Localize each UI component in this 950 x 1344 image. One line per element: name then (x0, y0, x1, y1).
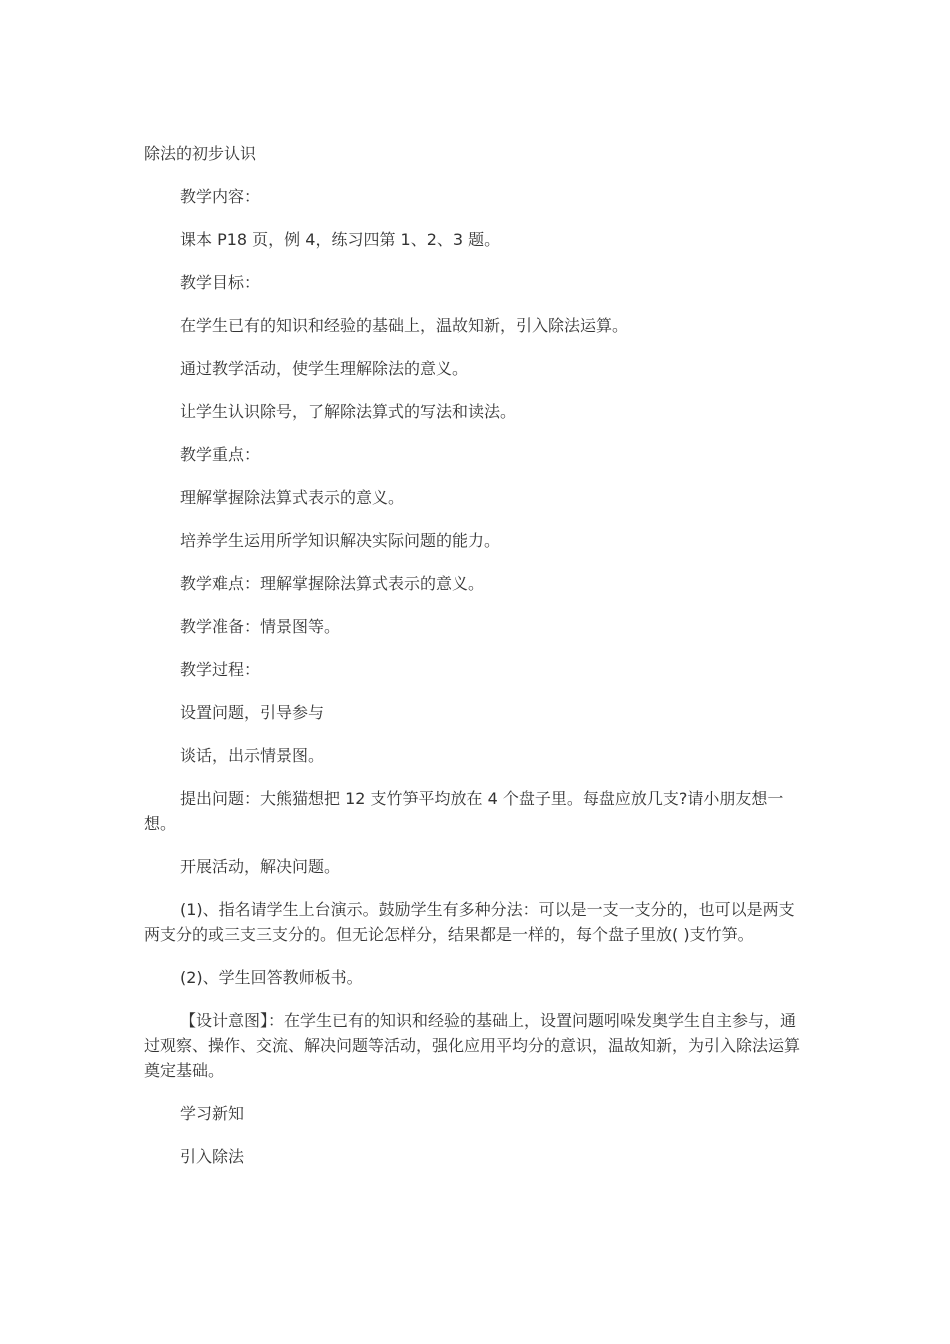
paragraph-design-intent: 【设计意图】：在学生已有的知识和经验的基础上，设置问题吲哚发奥学生自主参与，通过观察、操作、交流、解决问题等活动，强化应用平均分的意识，温故知新，为引入除法运算奠定基础。 (144, 1011, 801, 1080)
paragraph-goal-1: 在学生已有的知识和经验的基础上，温故知新，引入除法运算。 (180, 316, 629, 335)
paragraph-difficulty: 教学难点：理解掌握除法算式表示的意义。 (180, 574, 485, 593)
paragraph-introduce-division: 引入除法 (180, 1147, 245, 1166)
paragraph-learn-new: 学习新知 (180, 1104, 245, 1123)
document-body (144, 141, 800, 1187)
document-title: 除法的初步认识 (144, 144, 257, 163)
paragraph-preparation: 教学准备：情景图等。 (180, 617, 341, 636)
paragraph-conversation: 谈话，出示情景图。 (180, 746, 325, 765)
paragraph-process-heading: 教学过程： (180, 660, 261, 679)
paragraph-activity: 开展活动，解决问题。 (180, 857, 341, 876)
paragraph-teaching-goals-heading: 教学目标： (180, 273, 261, 292)
paragraph-pose-question: 提出问题：大熊猫想把 12 支竹笋平均放在 4 个盘子里。每盘应放几支?请小朋友想一想。 (144, 789, 784, 833)
paragraph-key-point-2: 培养学生运用所学知识解决实际问题的能力。 (180, 531, 501, 550)
paragraph-goal-3: 让学生认识除号，了解除法算式的写法和读法。 (180, 402, 517, 421)
paragraph-key-point-1: 理解掌握除法算式表示的意义。 (180, 488, 405, 507)
paragraph-step-2: (2)、学生回答教师板书。 (180, 968, 363, 987)
paragraph-set-question: 设置问题，引导参与 (180, 703, 325, 722)
paragraph-goal-2: 通过教学活动，使学生理解除法的意义。 (180, 359, 469, 378)
paragraph-teaching-content-heading: 教学内容： (180, 187, 261, 206)
paragraph-step-1: (1)、指名请学生上台演示。鼓励学生有多种分法：可以是一支一支分的，也可以是两支两支分的或三支三支分的。但无论怎样分，结果都是一样的，每个盘子里放( )支竹笋。 (144, 900, 795, 944)
paragraph-textbook-reference: 课本 P18 页，例 4，练习四第 1、2、3 题。 (180, 230, 501, 249)
paragraph-key-points-heading: 教学重点： (180, 445, 261, 464)
